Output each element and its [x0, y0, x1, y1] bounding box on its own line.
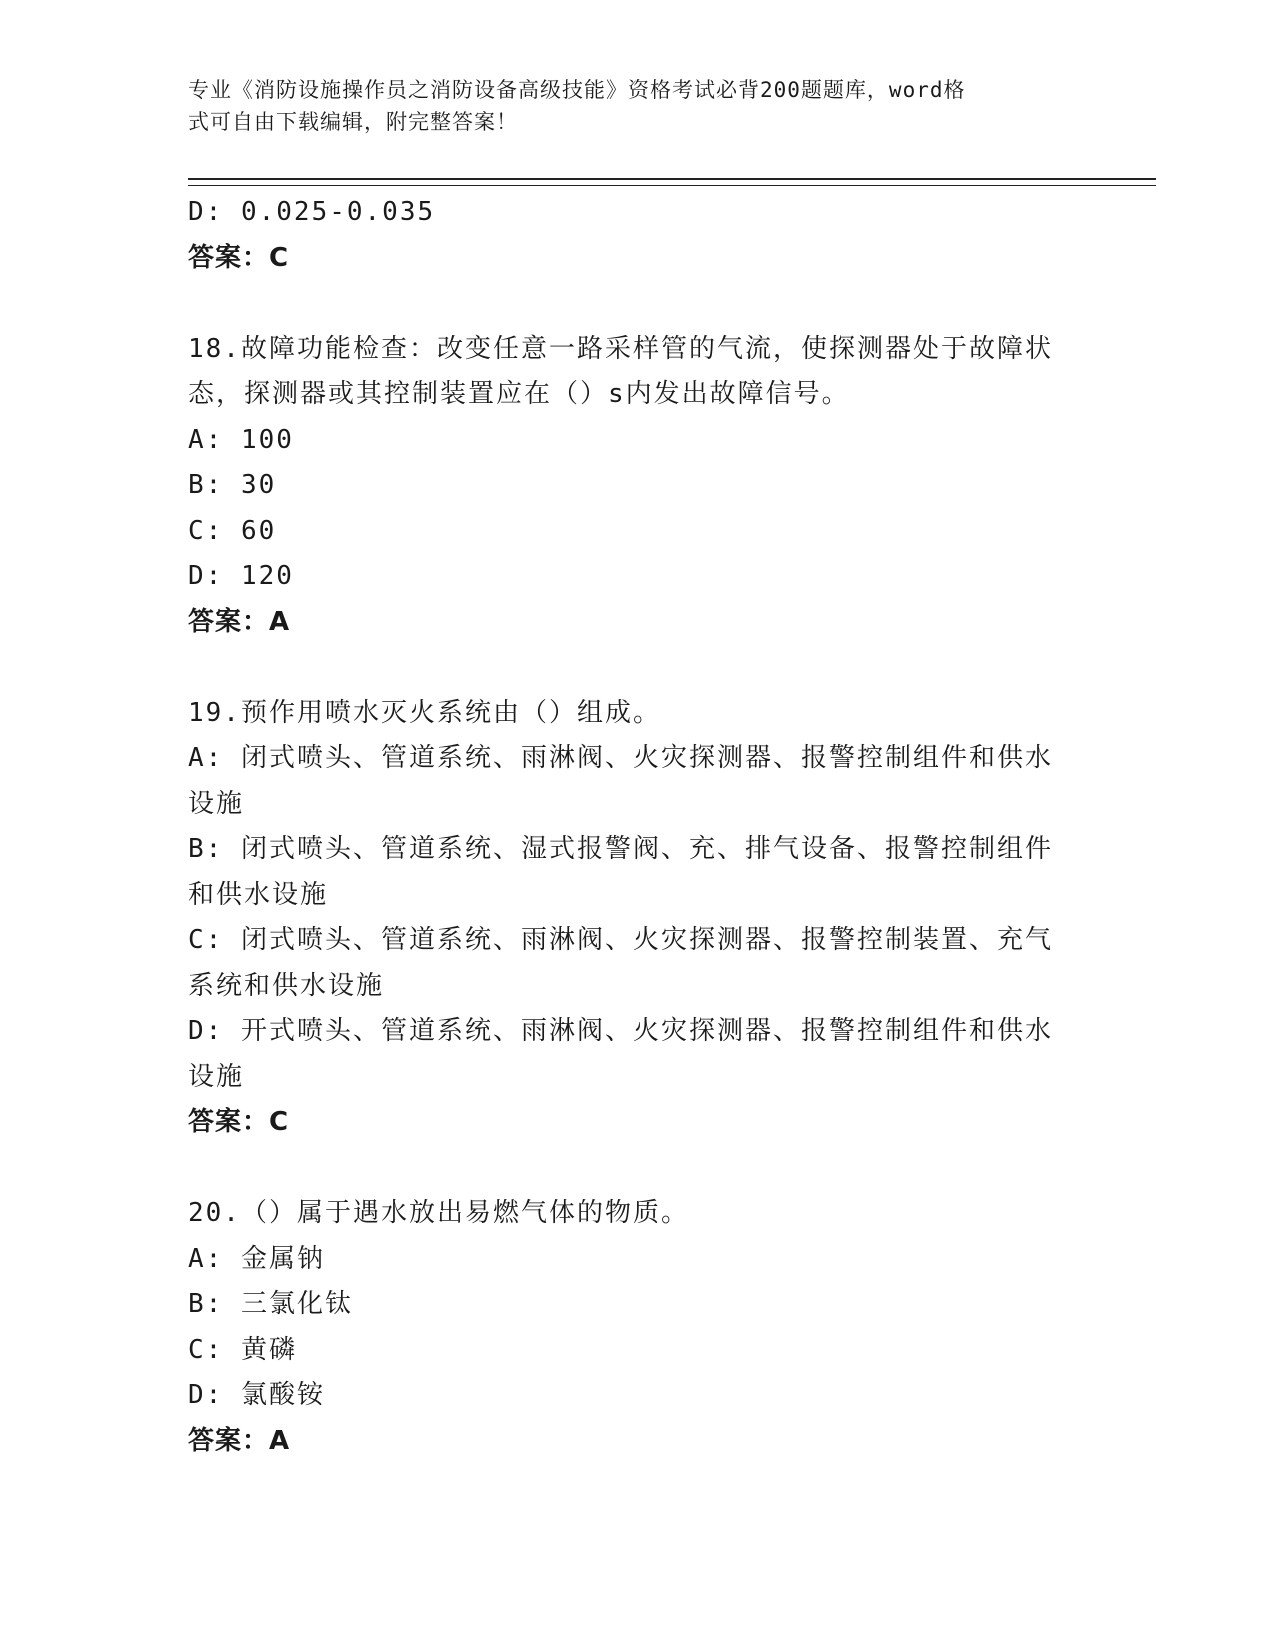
question-20	[188, 1191, 1078, 1464]
option-d: D: 0.025-0.035	[188, 197, 436, 227]
option-b: B: 闭式喷头、管道系统、湿式报警阀、充、排气设备、报警控制组件	[188, 834, 1053, 864]
option-b: B: 30	[188, 470, 277, 500]
question-stem: 18.故障功能检查：改变任意一路采样管的气流，使探测器处于故障状	[188, 333, 1053, 364]
question-18	[188, 327, 1078, 646]
option-a: A: 100	[188, 424, 294, 455]
option-c: C: 60	[188, 515, 277, 546]
question-19	[188, 691, 1078, 1146]
option-d: D: 氯酸铵	[188, 1380, 325, 1410]
question-content	[188, 190, 1078, 1464]
option-b-continued: 和供水设施	[188, 879, 329, 910]
answer-line: 答案：A	[188, 606, 291, 637]
page-header	[188, 74, 1068, 138]
spacer	[188, 281, 1078, 327]
option-d-continued: 设施	[188, 1061, 245, 1092]
question-stem: 态，探测器或其控制装置应在（）s内发出故障信号。	[188, 379, 850, 409]
answer-line: 答案：A	[188, 1425, 291, 1456]
answer-line: 答案：C	[188, 1107, 290, 1137]
header-line-1: 专业《消防设施操作员之消防设备高级技能》资格考试必背200题题库，word格	[188, 78, 966, 102]
option-b: B: 三氯化钛	[188, 1289, 353, 1319]
header-divider	[188, 178, 1156, 186]
option-d: D: 120	[188, 561, 294, 591]
spacer	[188, 645, 1078, 691]
question-stem: 19.预作用喷水灭火系统由（）组成。	[188, 697, 661, 728]
option-a: A: 闭式喷头、管道系统、雨淋阀、火灾探测器、报警控制组件和供水	[188, 743, 1053, 773]
option-c: C: 闭式喷头、管道系统、雨淋阀、火灾探测器、报警控制装置、充气	[188, 925, 1053, 955]
spacer	[188, 1146, 1078, 1192]
option-d: D: 开式喷头、管道系统、雨淋阀、火灾探测器、报警控制组件和供水	[188, 1016, 1053, 1046]
header-line-2: 式可自由下载编辑，附完整答案！	[188, 110, 518, 134]
option-c: C: 黄磷	[188, 1334, 297, 1365]
option-a: A: 金属钠	[188, 1243, 325, 1274]
option-a-continued: 设施	[188, 788, 245, 819]
answer-line: 答案：C	[188, 242, 290, 273]
question-stem: 20.（）属于遇水放出易燃气体的物质。	[188, 1198, 689, 1228]
option-c-continued: 系统和供水设施	[188, 970, 385, 1001]
